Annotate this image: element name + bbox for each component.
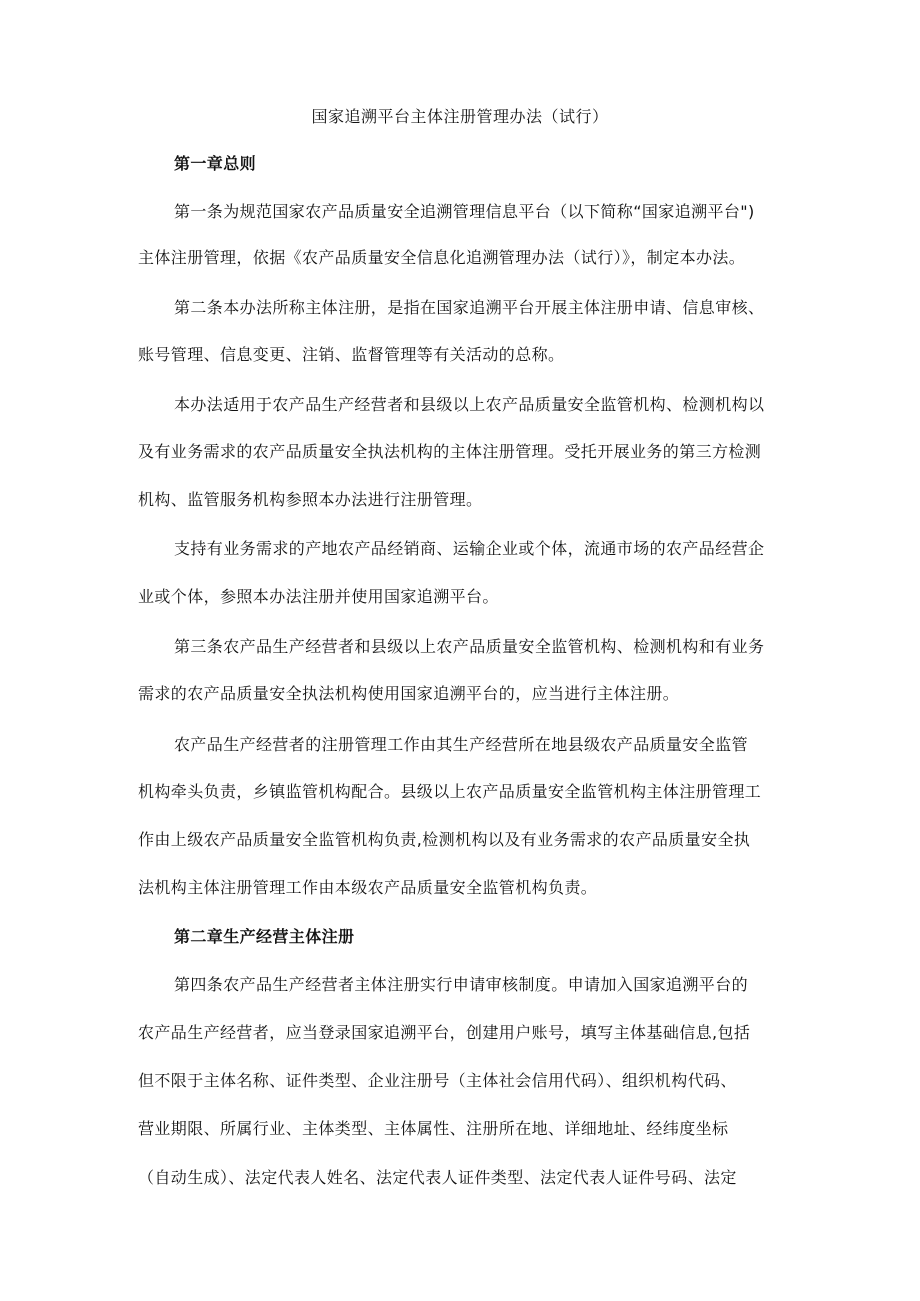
paragraph-line: 第三条农产品生产经营者和县级以上农产品质量安全监管机构、检测机构和有业务 <box>174 637 765 656</box>
paragraph-line: 业或个体，参照本办法注册并使用国家追溯平台。 <box>138 587 499 606</box>
paragraph-line: 主体注册管理，依据《农产品质量安全信息化追溯管理办法（试行）》，制定本办法。 <box>138 248 746 267</box>
paragraph-line: 第四条农产品生产经营者主体注册实行申请审核制度。申请加入国家追溯平台的 <box>174 975 749 994</box>
paragraph-line: 农产品生产经营者，应当登录国家追溯平台，创建用户账号，填写主体基础信息,包括 <box>138 1023 751 1042</box>
paragraph-line: 法机构主体注册管理工作由本级农产品质量安全监管机构负责。 <box>138 878 598 897</box>
paragraph-line: 但不限于主体名称、证件类型、企业注册号（主体社会信用代码）、组织机构代码、 <box>138 1071 737 1090</box>
paragraph-line: 第一条为规范国家农产品质量安全追溯管理信息平台（以下简称“国家追溯平台") <box>174 202 755 221</box>
paragraph-line: 及有业务需求的农产品质量安全执法机构的主体注册管理。受托开展业务的第三方检测 <box>138 442 762 461</box>
paragraph-line: 机构牵头负责，乡镇监管机构配合。县级以上农产品质量安全监管机构主体注册管理工 <box>138 782 762 801</box>
paragraph-line: （自动生成）、法定代表人姓名、法定代表人证件类型、法定代表人证件号码、法定 <box>138 1168 737 1187</box>
paragraph-line: 第二条本办法所称主体注册，是指在国家追溯平台开展主体注册申请、信息审核、 <box>174 298 765 317</box>
paragraph-line: 营业期限、所属行业、主体类型、主体属性、注册所在地、详细地址、经纬度坐标 <box>138 1119 729 1138</box>
paragraph-line: 机构、监管服务机构参照本办法进行注册管理。 <box>138 490 483 509</box>
paragraph-line: 农产品生产经营者的注册管理工作由其生产经营所在地县级农产品质量安全监管 <box>174 735 749 754</box>
chapter-heading: 第一章总则 <box>174 154 257 173</box>
chapter-heading: 第二章生产经营主体注册 <box>174 927 355 946</box>
paragraph-line: 本办法适用于农产品生产经营者和县级以上农产品质量安全监管机构、检测机构以 <box>174 395 765 414</box>
paragraph-line: 账号管理、信息变更、注销、监督管理等有关活动的总称。 <box>138 345 565 364</box>
document-title: 国家追溯平台主体注册管理办法（试行） <box>311 107 609 126</box>
paragraph-line: 需求的农产品质量安全执法机构使用国家追溯平台的，应当进行主体注册。 <box>138 684 680 703</box>
paragraph-line: 作由上级农产品质量安全监管机构负责,检测机构以及有业务需求的农产品质量安全执 <box>138 830 751 849</box>
paragraph-line: 支持有业务需求的产地农产品经销商、运输企业或个体，流通市场的农产品经营企 <box>174 539 765 558</box>
